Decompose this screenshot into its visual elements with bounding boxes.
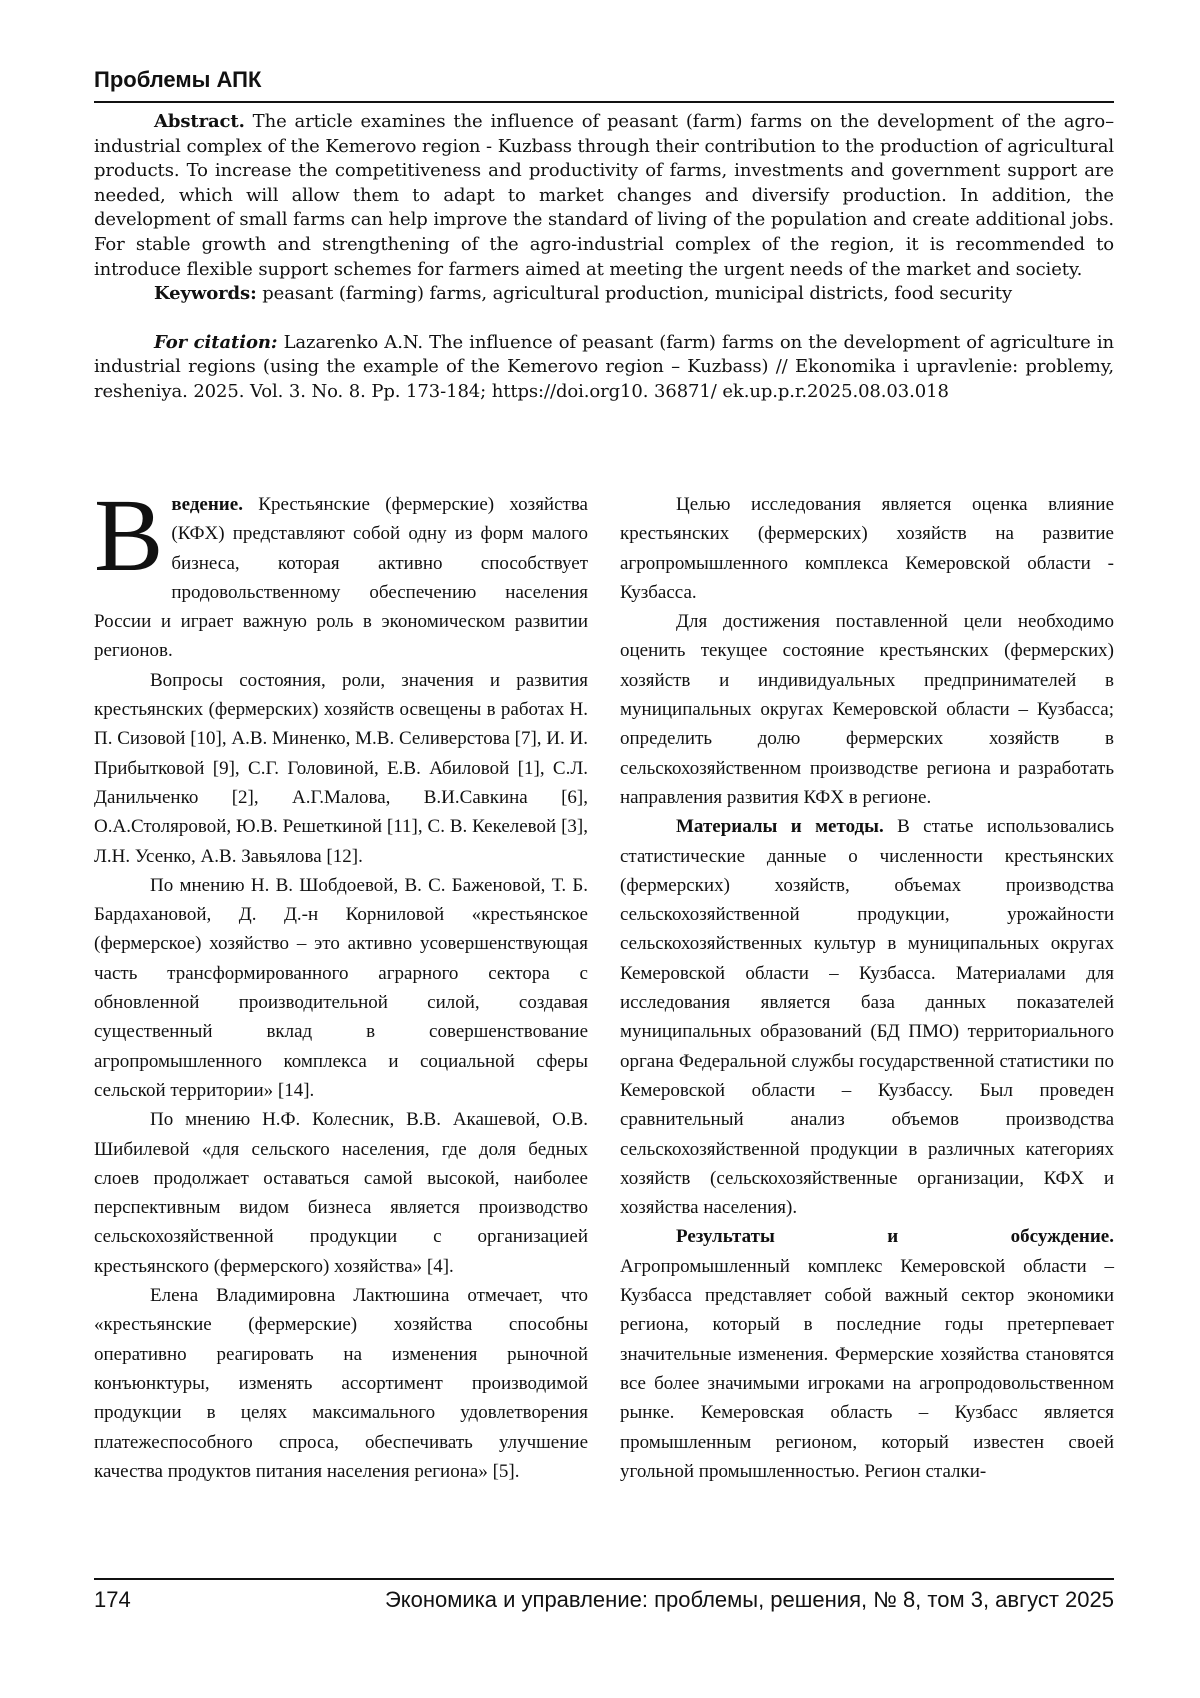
citation-label: For citation: [154, 331, 278, 353]
results-heading-paragraph [620, 1222, 1114, 1251]
intro-text: Крестьянские (фермерские) хозяйства (КФХ) представляют собой одну из форм малого бизнеса, которая активно способствует продовольственному обеспечению населения России и играет важную роль в экономическом развитии регионов. [94, 494, 588, 662]
footer-rule [94, 1578, 1114, 1580]
header-rule [94, 101, 1114, 103]
abstract-label: Abstract. [154, 111, 245, 132]
methods-heading: Материалы и методы. [676, 816, 884, 838]
left-column [94, 478, 588, 1486]
abstract-block [94, 110, 1114, 405]
results-heading: Результаты и обсуждение. [676, 1226, 1114, 1248]
abstract-paragraph [94, 110, 1114, 282]
running-header: Проблемы АПК [94, 67, 262, 92]
left-paragraph-4: По мнению Н.Ф. Колесник, В.В. Акашевой, О.В. Шибилевой «для сельского населения, где доля бедных слоев продолжает оставаться самой высокой, наиболее перспективным видом бизнеса является производство сельскохозяйственной продукции с организацией крестьянского (фермерского) хозяйства» [4]. [94, 1109, 588, 1277]
keywords-text: peasant (farming) farms, agricultural production, municipal districts, food security [256, 283, 1013, 305]
right-paragraph-1: Целью исследования является оценка влияние крестьянских (фермерских) хозяйств на развитие агропромышленного комплекса Кемеровской области - Кузбасса. [620, 494, 1114, 603]
intro-heading: ведение. [171, 494, 243, 515]
drop-cap: В [94, 478, 164, 593]
journal-title: Экономика и управление: проблемы, решения, № 8, том 3, август 2025 [384, 1587, 1114, 1612]
abstract-text: The article examines the influence of peasant (farm) farms on the development of the agro–industrial complex of the Kemerovo region - Kuzbass through their contribution to the production of agricultural products. To increase the competitiveness and productivity of farms, investments and government support are needed, which will allow them to adapt to market changes and diversify production. In addition, the development of small farms can help improve the standard of living of the population and create additional jobs. For stable growth and strengthening of the agro-industrial complex of the region, it is recommended to introduce flexible support schemes for farmers aimed at meeting the urgent needs of the market and society. [94, 111, 1114, 280]
page-footer [94, 1584, 1114, 1616]
right-column [620, 490, 1114, 1486]
methods-paragraph [620, 812, 1114, 1222]
left-paragraph-5: Елена Владимировна Лактюшина отмечает, что «крестьянские (фермерские) хозяйства способны оперативно реагировать на изменения рыночной конъюнктуры, изменять ассортимент производимой продукции в целях максимального удовлетворения платежеспособного спроса, обеспечивать улучшение качества продуктов питания населения региона» [5]. [94, 1285, 588, 1482]
methods-text: В статье использовались статистические данные о численности крестьянских (фермерских) хозяйств, объемах производства сельскохозяйственной продукции, урожайности сельскохозяйственных культур в муниципальных округах Кемеровской области – Кузбасса. Материалами для исследования является база данных показателей муниципальных образований (БД ПМО) территориального органа Федеральной службы государственной статистики по Кемеровской области – Кузбассу. Был проведен сравнительный анализ объемов производства сельскохозяйственной продукции в различных категориях хозяйств (сельскохозяйственные организации, КФХ и хозяйства населения). [620, 816, 1114, 1219]
citation-paragraph [94, 331, 1114, 405]
left-paragraph-2: Вопросы состояния, роли, значения и развития крестьянских (фермерских) хозяйств освещены в работах Н. П. Сизовой [10], А.В. Миненко, М.В. Селиверстова [7], И. И. Прибытковой [9], С.Г. Головиной, Е.В. Абиловой [1], С.Л. Данильченко [2], А.Г.Малова, В.И.Савкина [6], О.А.Столяровой, Ю.В. Решеткиной [11], С. В. Кекелевой [3], Л.Н. Усенко, А.В. Завьялова [12]. [94, 669, 588, 867]
intro-paragraph [94, 478, 588, 666]
page-number: 174 [94, 1587, 131, 1612]
keywords-label: Keywords: [154, 283, 257, 305]
right-paragraph-2: Для достижения поставленной цели необходимо оценить текущее состояние крестьянских (фермерских) хозяйств и индивидуальных предпринимателей в муниципальных округах Кемеровской области – Кузбасса; определить долю фермерских хозяйств в сельскохозяйственном производстве региона и разработать направления развития КФХ в регионе. [620, 611, 1114, 808]
left-paragraph-3: По мнению Н. В. Шобдоевой, В. С. Баженовой, Т. Б. Бардахановой, Д. Д.-н Корниловой «крестьянское (фермерское) хозяйство – это активно усовершенствующая часть трансформированного аграрного сектора с обновленной производительной силой, создавая существенный вклад в совершенствование агропромышленного комплекса и социальной сферы сельской территории» [14]. [94, 874, 588, 1101]
results-paragraph: Агропромышленный комплекс Кемеровской области – Кузбасса представляет собой важный сектор экономики региона, который в последние годы претерпевает значительные изменения. Фермерские хозяйства становятся все более значимыми игроками на агропродовольственном рынке. Кемеровская область – Кузбасс является промышленным регионом, который известен своей угольной промышленностью. Регион сталки- [620, 1255, 1114, 1482]
keywords-paragraph [94, 282, 1114, 307]
citation-text: Lazarenko A.N. The influence of peasant (farm) farms on the development of agriculture in industrial regions (using the example of the Kemerovo region – Kuzbass) // Ekonomika i upravlenie: problemy, resheniya. 2025. Vol. 3. No. 8. Pp. 173-184; https://doi.org10. 36871/ ek.up.p.r.2025.08.03.018 [94, 331, 1115, 402]
